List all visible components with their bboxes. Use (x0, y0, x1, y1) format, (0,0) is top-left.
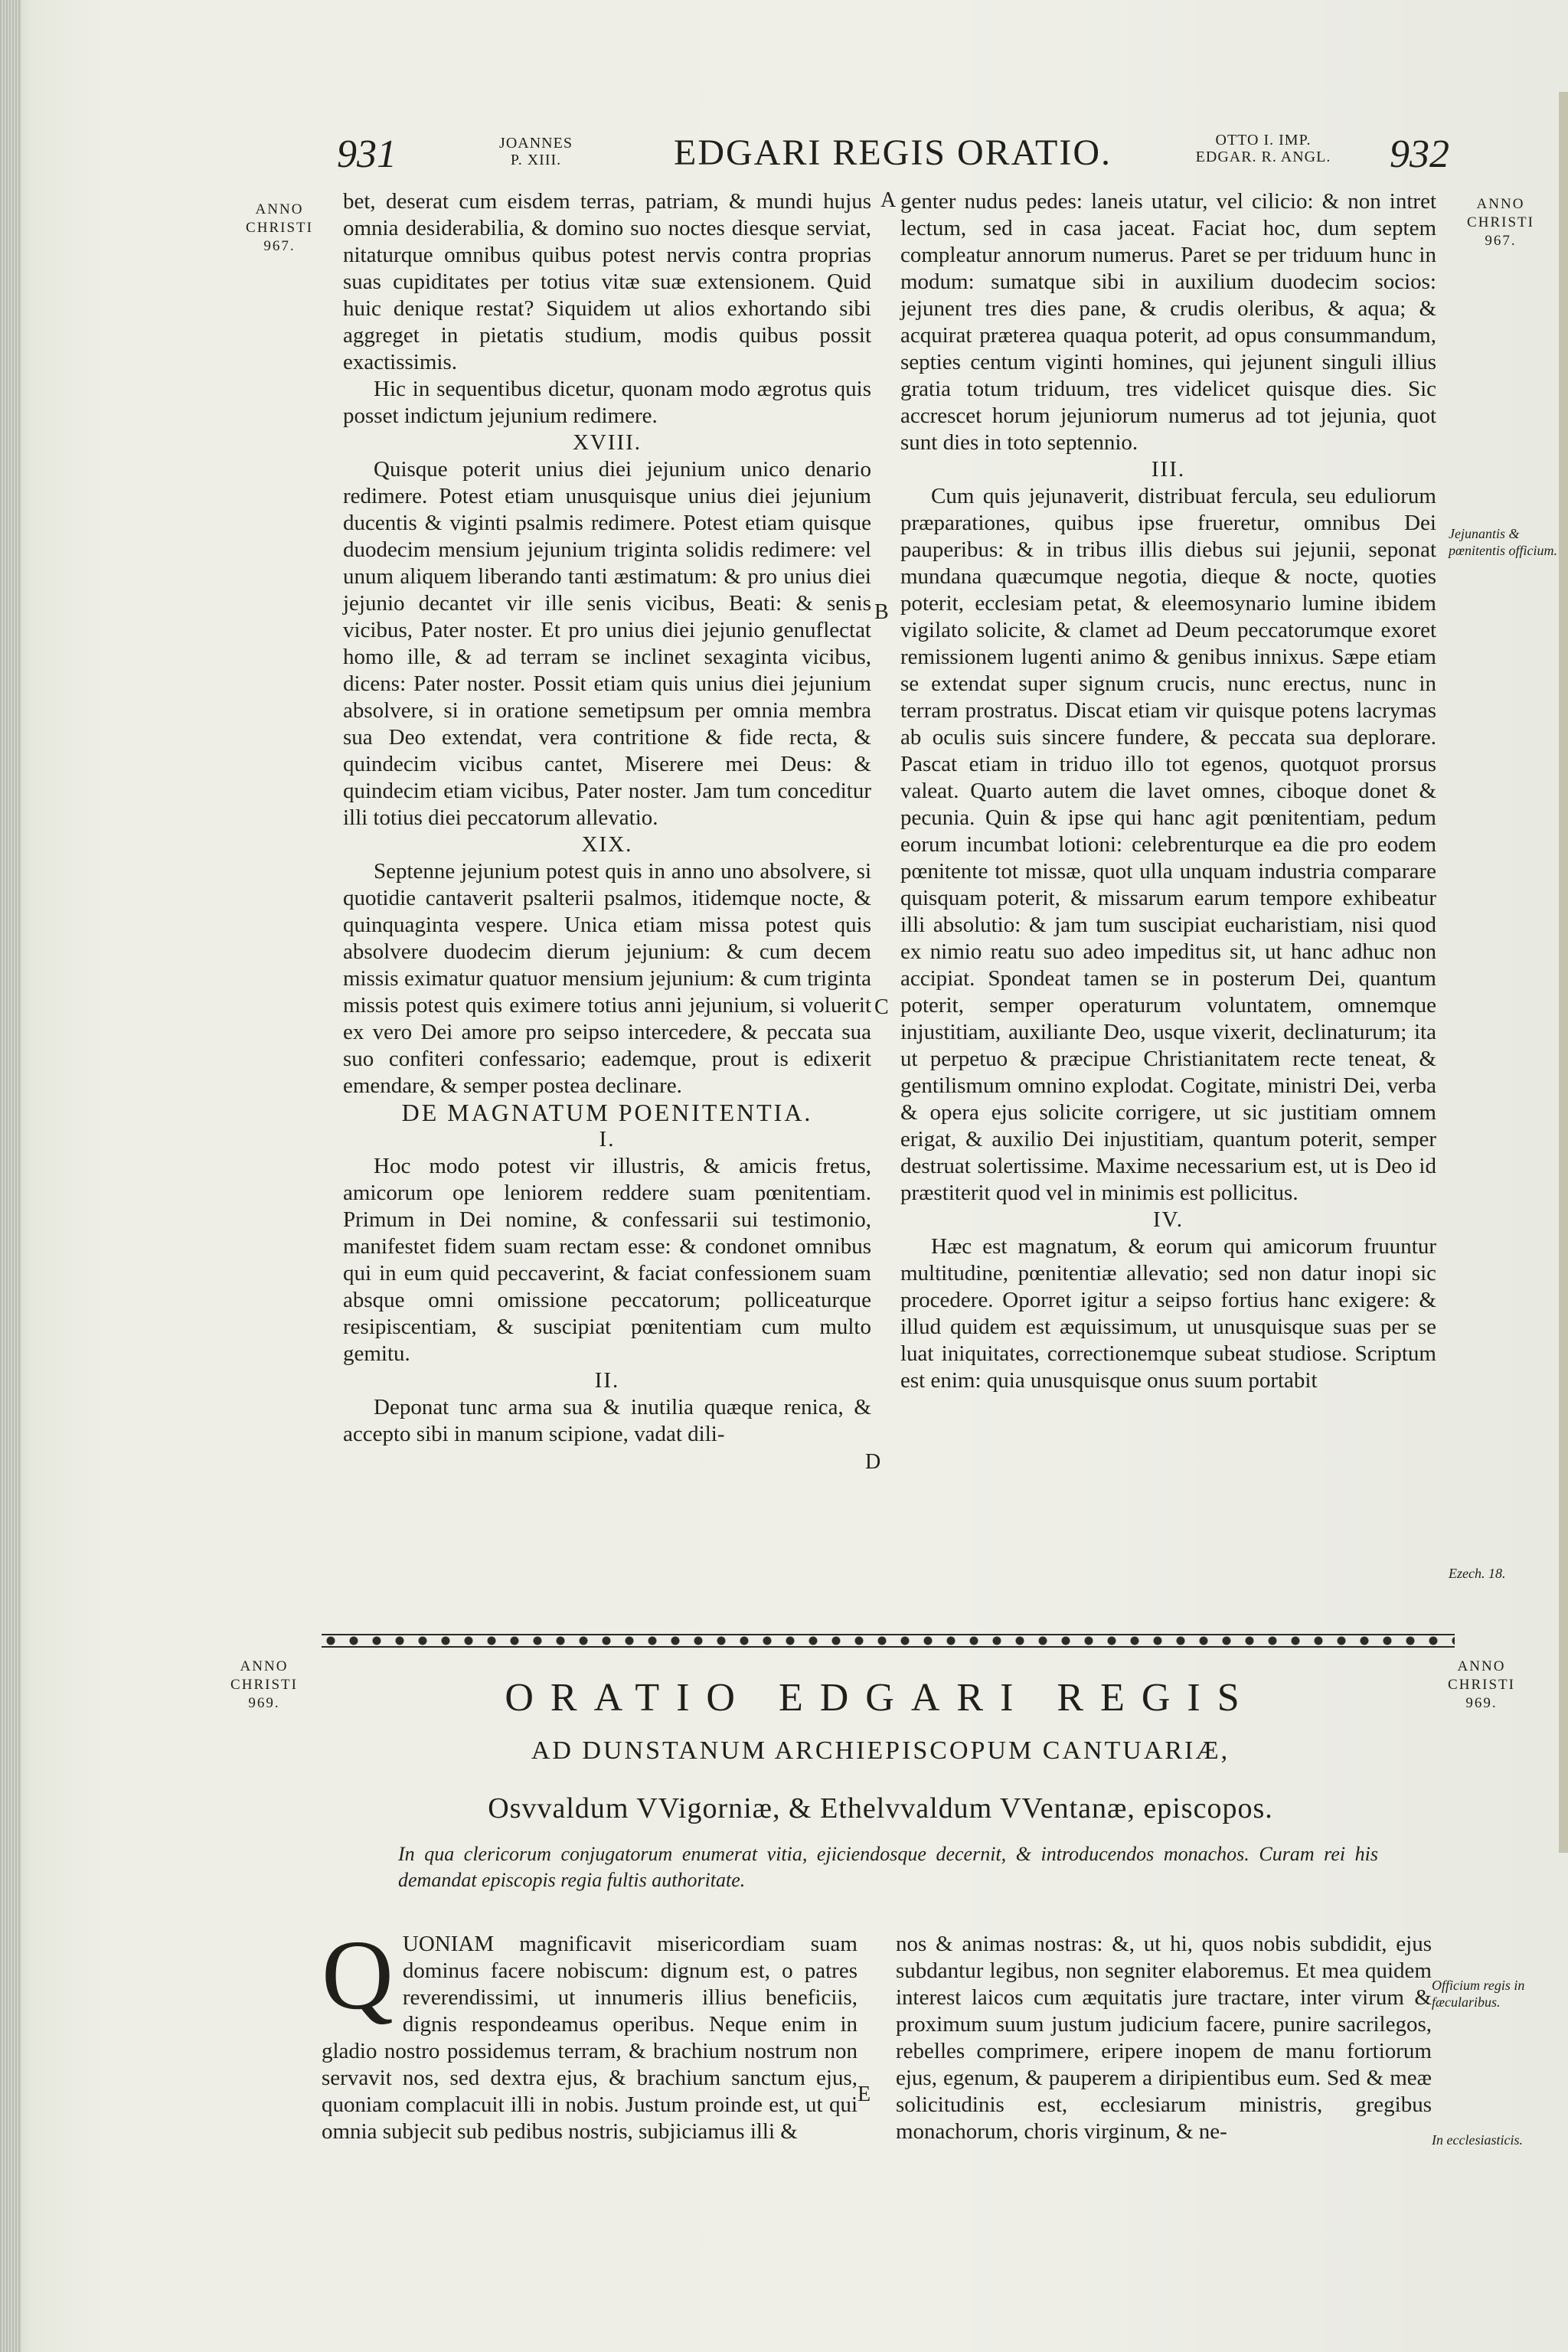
ornamental-band (322, 1629, 1455, 1652)
section-number: III. (1151, 457, 1186, 482)
oration-subtitle-addressee: AD DUNSTANUM ARCHIEPISCOPUM CANTUARIÆ, (531, 1736, 1230, 1765)
header-right-line1: OTTO I. IMP. (1215, 132, 1312, 149)
header-left-line2: P. XIII. (510, 152, 562, 168)
section-number: II. (594, 1368, 620, 1393)
margin-year: 967. (263, 238, 296, 254)
paragraph: genter nudus pedes: laneis utatur, vel cilicio: & non intret lectum, sed in casa jaceat. Faciat hoc, dum septem compleatur annorum numerus. Paret se per triduum hunc in modum: sumatque sibi in auxilium duodecim socios: jejunent tres dies pane, & crudis oleribus, & aqua; & acquirat præterea quaqua poterit, ad opus consummandum, septies centum viginti homines, qui jejunent singuli illius gratia totum triduum, tres videlicet quisque dies. Sic accrescet horum jejuniorum numerus ad tot jejunia, quot sunt dies in toto septennio. (900, 189, 1436, 455)
oration-summary: In qua clericorum conjugatorum enumerat vitia, ejiciendosque decernit, & introducendos monachos. Curam rei his demandat episcopis regia fultis authoritate. (398, 1843, 1378, 1891)
margin-anno-left-top (230, 201, 329, 256)
paragraph: Hæc est magnatum, & eorum qui amicorum fruuntur multitudine, pœnitentiæ allevatio; sed non datur inopi sic procedere. Oporret igitur a seipso fortius hanc exigere: & illud quidem est æquissimum, ut unusquisque suas per se luat iniquitates, correctionemque subeat studiose. Scriptum est enim: quia unusquisque onus suum portabit (900, 1234, 1436, 1393)
margin-christi-word: CHRISTI (246, 220, 313, 236)
paragraph: Hic in sequentibus dicetur, quonam modo ægrotus quis posset indictum jejunium redimere. (343, 377, 871, 428)
running-title: EDGARI REGIS ORATIO. (674, 132, 1112, 173)
page-binding (0, 0, 21, 2352)
oration-left-text: UONIAM magnificavit misericordiam suam dominus facere nobiscum: dignum est, o patres reverendissimi, ut innumeris illius beneficiis, dignis respondeamus operibus. Neque enim in gladio nostro possidemus terram, & brachium nostrum non servavit nos, sed dextra ejus, & brachium sanctum ejus, quoniam complacuit illi in nobis. Justum proinde est, ut qui omnia subjecit sub pedibus nostris, subjiciamus illi & (322, 1932, 858, 2144)
margin-anno-word: ANNO (255, 201, 304, 217)
section-letter-c: C (874, 995, 889, 1019)
paragraph: Hoc modo potest vir illustris, & amicis fretus, amicorum ope leniorem reddere suam pœnitentiam. Primum in Dei nomine, & confessarii sui testimonio, manifestet fidem suam rectam esse: & condonet omnibus qui in eum quid peccaverint, & faciat confessionem suam absque omni omissione peccatorum; polliceaturque resipiscentiam, & suscipiat pœnitentiam cum multo gemitu. (343, 1154, 871, 1366)
left-column (343, 188, 871, 1448)
side-note-jejunantis: Jejunantis & pœnitentis officium. (1449, 526, 1557, 558)
page-number-right: 932 (1390, 132, 1449, 176)
margin-year: 969. (248, 1695, 280, 1711)
section-number: XVIII. (572, 430, 642, 455)
oration-title: ORATIO EDGARI REGIS (505, 1676, 1256, 1720)
margin-anno-right-bottom (1432, 1658, 1531, 1713)
header-right-rulers (1179, 132, 1348, 165)
margin-anno-word: ANNO (1476, 196, 1525, 212)
paragraph: Cum quis jejunaverit, distribuat fercula, seu eduliorum præparationes, quibus ipse frueretur, omnibus Dei pauperibus: & in tribus illis diebus sui jejunii, seponat mundana quæcumque negotia, dieque & nocte, quoties poterit, ecclesiam petat, & eleemosynario lumine ibidem vigilato solicite, & clamet ad Deum peccatorumque exoret remissionem lugenti animo & genibus innixus. Sæpe etiam se extendat super signum crucis, nunc erectus, nunc in terram prostratus. Discat etiam vir quisque potens lacrymas ab oculis suis sincere fundere, & peccata sua deplorare. Pascat etiam in triduo illo tot egenos, quotquot prorsus valeat. Quarto autem die lavet omnes, ciboque donet & pecunia. Quin & ipse qui hanc agit pœnitentiam, pedum eorum incumbat lotioni: celebrenturque ea die pro eodem pœnitente tot missæ, quot ulla unquam industria comparare quisquam poterit, & missarum earum tempore exhibeatur illi absolutio: & jam tum suscipiat eucharistiam, nisi quod ex nimio reatu suo adeo impeditus sit, ut hanc adhuc non accipiat. Spondeat tamen se in posterum Dei, quantum poterit, semper operaturum voluntatem, omnemque injustitiam, auxiliante Deo, usque vixerit, declinaturum; ita ut perpetuo & præcipue Christianitatem recte teneat, & gentilismum omnino explodat. Cogitate, ministri Dei, verba & opera ejus solicite corrigere, ut sic justitiam omnem erigat, & auxilio Dei injustitiam, quantum poterit, semper destruat solertissime. Maxime necessarium est, ut is Deo id præstiterit quod vel in minimis est pollicitus. (900, 484, 1436, 1205)
page-edge (1559, 92, 1568, 1853)
drop-cap-letter: Q (322, 1920, 394, 2030)
paragraph: bet, deserat cum eisdem terras, patriam, & mundi hujus omnia desiderabilia, & domino suo noctes diesque serviat, nitaturque omnibus quibus potest nervis contra proprias suas cupiditates per totius vitæ suæ extensionem. Quid huic denique restat? Siquidem ut alios exhortando sibi aggreget in pietatis studium, modis quibus possit exactissimis. (343, 189, 871, 374)
side-note-ezech: Ezech. 18. (1449, 1566, 1506, 1581)
paragraph: Deponat tunc arma sua & inutilia quæque renica, & accepto sibi in manum scipione, vadat dili- (343, 1395, 871, 1446)
section-letter-a: A (880, 188, 897, 212)
paragraph: Quisque poterit unius diei jejunium unico denario redimere. Potest etiam unusquisque unius diei jejunium ducentis & viginti psalmis redimere. Potest etiam quisque duodecim mensium jejunium triginta solidis redimere: vel unum aliquem liberando tanti æstimatum: & pro unius diei jejunio decantet vir ille senis vicibus, Beati: & senis vicibus, Pater noster. Et pro unius diei jejunio genuflectat homo ille, & ad terram se inclinet sexaginta vicibus, dicens: Pater noster. Possit etiam quis unius diei jejunium absolvere, si in oratione semetipsum per omnia membra sua Deo extendat, vera contritione & fide recta, & quindecim vicibus cantet, Miserere mei Deus: & quindecim etiam vicibus, Pater noster. Jam tum conceditur illi totius diei peccatorum allevatio. (343, 457, 871, 830)
header-right-line2: EDGAR. R. ANGL. (1195, 149, 1331, 165)
section-number: IV. (1152, 1207, 1184, 1232)
paragraph: Septenne jejunium potest quis in anno uno absolvere, si quotidie cantaverit psalterii psalmos, itidemque nocte, & quinquaginta vespere. Unica etiam missa potest quis absolvere duodecim dierum jejunium: & cum decem missis eximatur quatuor mensium jejunium: & cum triginta missis potest quis eximere totius anni jejunium, si voluerit ex vero Dei amore pro seipso intercedere, & peccata sua suo confiteri confessario; eademque, prout is edixerit emendare, & semper postea declinare. (343, 859, 871, 1098)
margin-christi-word: CHRISTI (1448, 1677, 1515, 1693)
oration-left-column (322, 1920, 858, 2145)
header-left-pope (490, 135, 582, 168)
margin-year: 967. (1485, 233, 1517, 249)
section-letter-d: D (865, 1450, 881, 1474)
section-heading: DE MAGNATUM POENITENTIA. (401, 1099, 813, 1126)
margin-christi-word: CHRISTI (1467, 214, 1534, 230)
section-number: XIX. (581, 832, 633, 857)
margin-anno-word: ANNO (240, 1658, 289, 1674)
header-left-line1: JOANNES (499, 135, 573, 152)
oration-subtitle-bishops: Osvvaldum VVigorniæ, & Ethelvvaldum VVentanæ, episcopos. (488, 1792, 1273, 1824)
margin-anno-left-bottom (214, 1658, 314, 1713)
margin-christi-word: CHRISTI (230, 1677, 298, 1693)
margin-year: 969. (1465, 1695, 1498, 1711)
section-number: I. (599, 1127, 616, 1152)
section-letter-e: E (858, 2082, 871, 2106)
page-number-left: 931 (337, 132, 397, 176)
oration-right-column (896, 1931, 1432, 2145)
margin-anno-word: ANNO (1457, 1658, 1506, 1674)
side-note-officium: Officium regis in fæcularibus. (1432, 1978, 1525, 2010)
right-column (900, 188, 1436, 1394)
section-letter-b: B (874, 600, 889, 624)
side-note-ecclesiasticis: In ecclesiasticis. (1432, 2132, 1523, 2148)
margin-anno-right-top (1459, 195, 1543, 250)
oration-right-text: nos & animas nostras: &, ut hi, quos nobis subdidit, ejus subdantur legibus, non segniter elaboremus. Et mea quidem interest laicos cum æquitatis jure tractare, inter virum & proximum suum justum judicium facere, punire sacrilegos, rebelles comprimere, eripere inopem de manu fortiorum ejus, egenum, & pauperem a diripientibus eum. Sed & meæ solicitudinis est, ecclesiarum ministris, gregibus monachorum, choris virginum, & ne- (896, 1932, 1432, 2144)
